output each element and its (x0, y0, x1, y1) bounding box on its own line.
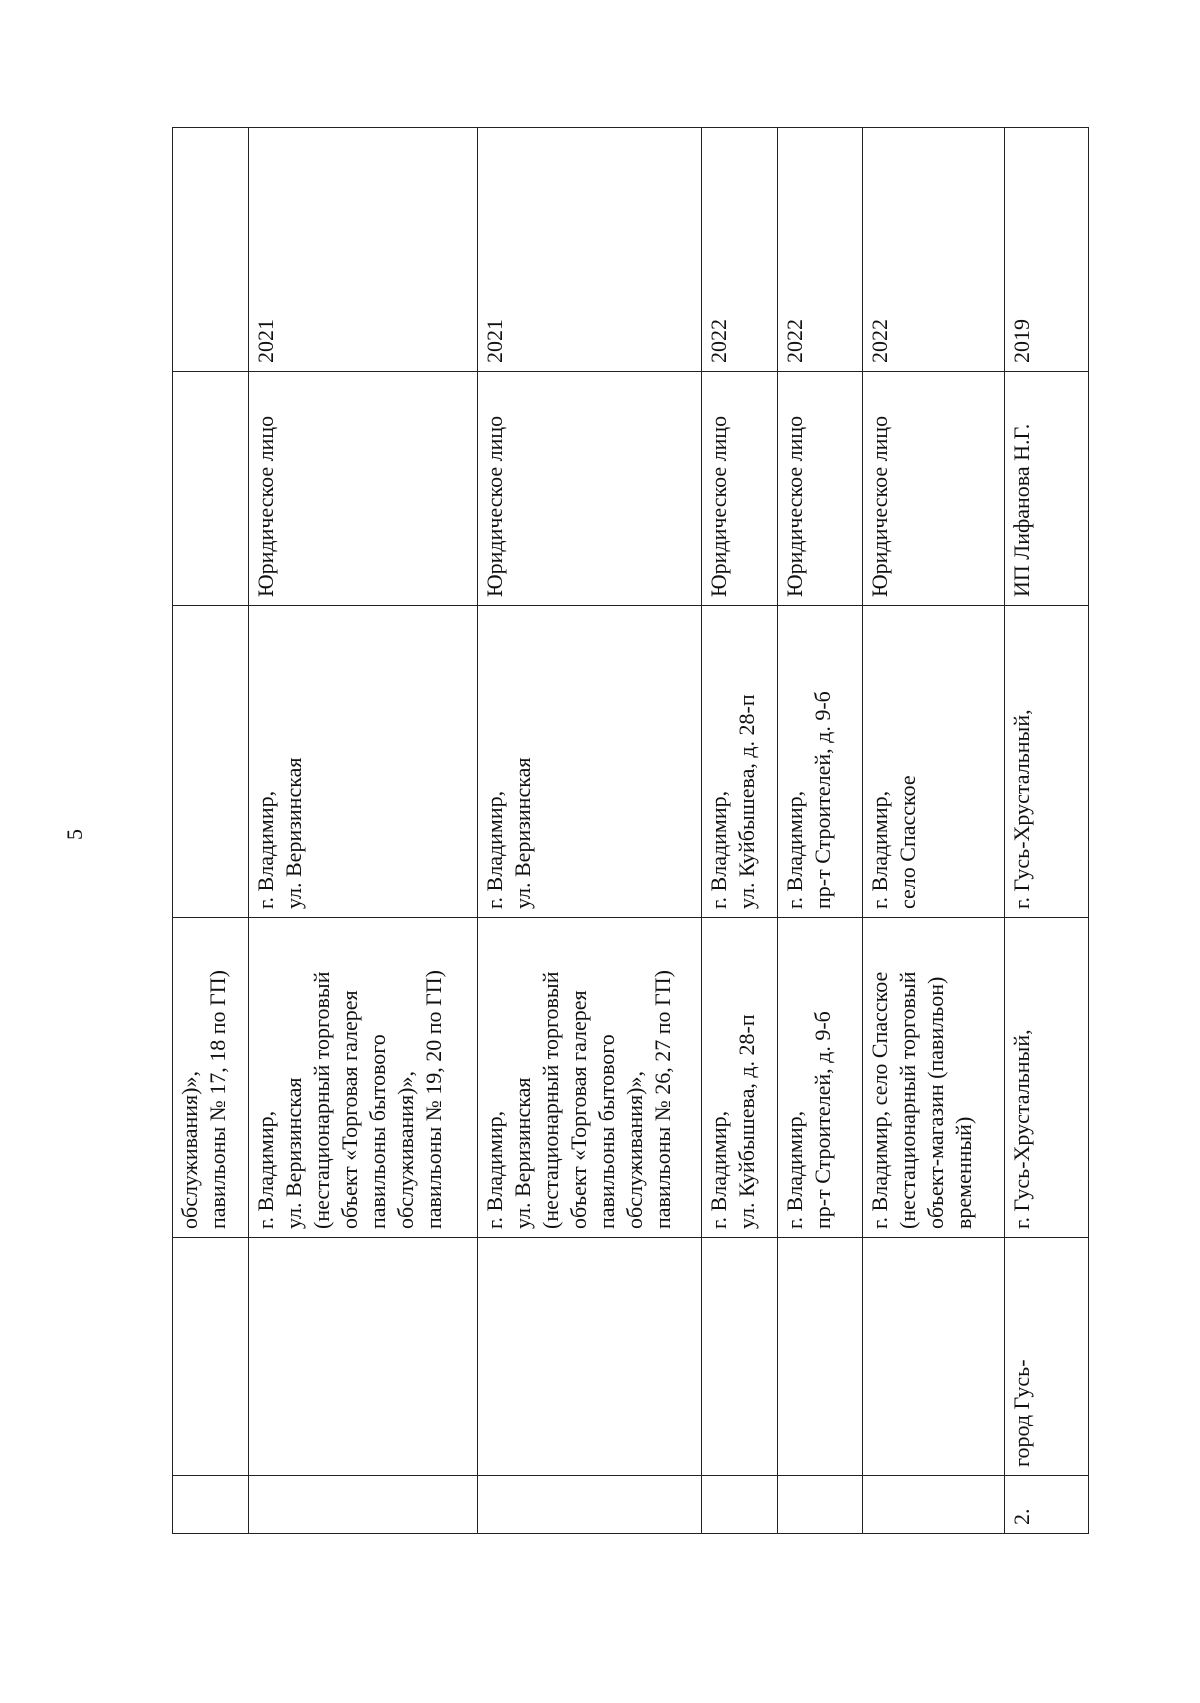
owner-cell: Юридическое лицо (478, 372, 702, 606)
municipality-cell (863, 1238, 1005, 1476)
register-table-grid (172, 127, 1089, 1534)
table-row (1005, 128, 1089, 1534)
address-cell: г. Владимир, пр-т Строителей, д. 9-б (778, 606, 863, 918)
year-cell (173, 128, 249, 372)
year-cell: 2022 (863, 128, 1005, 372)
table-row (863, 128, 1005, 1534)
row-number (249, 1476, 478, 1534)
municipality-cell (249, 1238, 478, 1476)
year-cell: 2021 (249, 128, 478, 372)
object-location-cell: г. Владимир, ул. Веризинская (нестационарный торговый объект «Торговая галерея павильоны бытового обслуживания)», павильоны № 19, 20 по ГП) (249, 918, 478, 1238)
owner-cell: Юридическое лицо (778, 372, 863, 606)
object-location-cell: обслуживания)», павильоны № 17, 18 по ГП) (173, 918, 249, 1238)
table-row (778, 128, 863, 1534)
year-cell: 2022 (778, 128, 863, 372)
address-cell: г. Владимир, ул. Веризинская (249, 606, 478, 918)
owner-cell: Юридическое лицо (702, 372, 778, 606)
page-number: 5 (62, 829, 87, 840)
municipality-cell (702, 1238, 778, 1476)
address-cell (173, 606, 249, 918)
year-cell: 2021 (478, 128, 702, 372)
year-cell: 2019 (1005, 128, 1089, 372)
address-cell: г. Владимир, ул. Куйбышева, д. 28-п (702, 606, 778, 918)
municipality-cell (478, 1238, 702, 1476)
address-cell: г. Гусь-Хрустальный, (1005, 606, 1089, 918)
object-location-cell: г. Владимир, село Спасское (нестационарный торговый объект-магазин (павильон) временный) (863, 918, 1005, 1238)
municipality-cell (173, 1238, 249, 1476)
row-number (778, 1476, 863, 1534)
table-row (249, 128, 478, 1534)
owner-cell: Юридическое лицо (249, 372, 478, 606)
row-number (702, 1476, 778, 1534)
object-location-cell: г. Владимир, пр-т Строителей, д. 9-б (778, 918, 863, 1238)
owner-cell: Юридическое лицо (863, 372, 1005, 606)
object-location-cell: г. Гусь-Хрустальный, (1005, 918, 1089, 1238)
municipality-cell: город Гусь- (1005, 1238, 1089, 1476)
row-number (478, 1476, 702, 1534)
table-row (173, 128, 249, 1534)
row-number: 2. (1005, 1476, 1089, 1534)
address-cell: г. Владимир, ул. Веризинская (478, 606, 702, 918)
address-cell: г. Владимир, село Спасское (863, 606, 1005, 918)
register-table (172, 128, 1088, 1534)
owner-cell: ИП Лифанова Н.Г. (1005, 372, 1089, 606)
row-number (173, 1476, 249, 1534)
owner-cell (173, 372, 249, 606)
table-row (702, 128, 778, 1534)
municipality-cell (778, 1238, 863, 1476)
object-location-cell: г. Владимир, ул. Куйбышева, д. 28-п (702, 918, 778, 1238)
object-location-cell: г. Владимир, ул. Веризинская (нестационарный торговый объект «Торговая галерея павильоны бытового обслуживания)», павильоны № 26, 27 по ГП) (478, 918, 702, 1238)
row-number (863, 1476, 1005, 1534)
year-cell: 2022 (702, 128, 778, 372)
table-row (478, 128, 702, 1534)
